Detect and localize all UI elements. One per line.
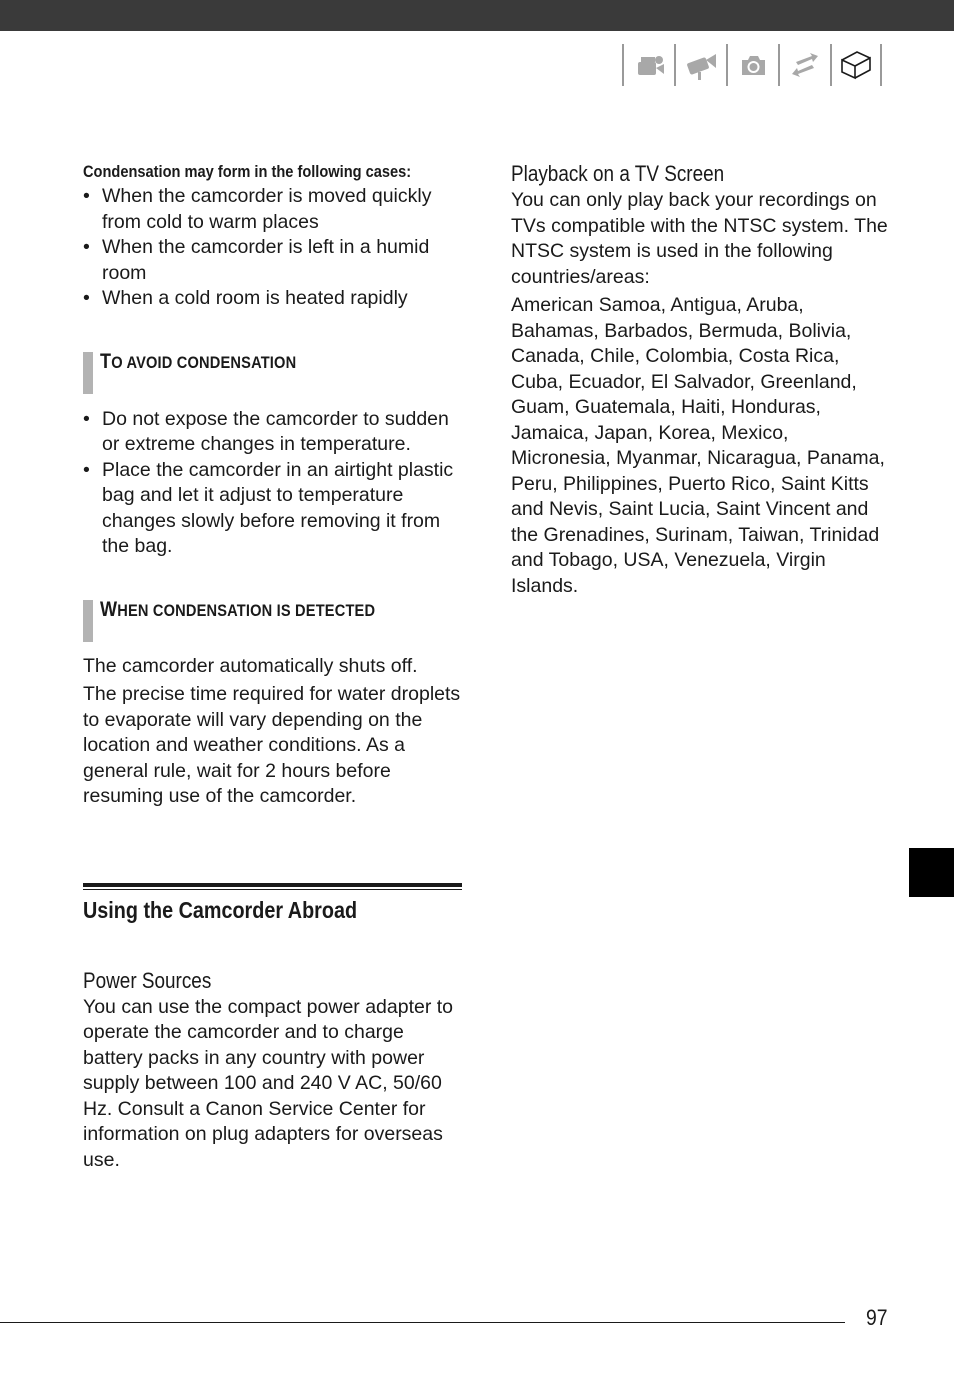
section-icon-strip [622, 44, 882, 86]
heading-rest: O AVOID CONDENSATION [111, 352, 297, 372]
list-item: • Do not expose the camcorder to sudden or extreme changes in temperature. [83, 407, 463, 458]
heading-rest: HEN CONDENSATION IS DETECTED [117, 600, 376, 620]
condensation-detected-heading [83, 597, 463, 642]
tv-playback-text: You can only play back your recordings on TVs compatible with the NTSC system. The NTSC system is used in the following countries/areas: [511, 189, 888, 288]
list-item: • When a cold room is heated rapidly [83, 286, 463, 312]
power-sources-title: Power Sources [83, 967, 212, 993]
section-rule [83, 883, 462, 890]
chapter-tab [909, 848, 954, 897]
avoid-condensation-heading [83, 349, 463, 394]
tv-playback-title: Playback on a TV Screen [511, 161, 725, 186]
ntsc-countries-list: American Samoa, Antigua, Aruba, Bahamas, Barbados, Bermuda, Bolivia, Canada, Chile, Colombia, Costa Rica, Cuba, Ecuador, El Salvador, Greenland, Guam, Guatemala, Haiti, Honduras, Jamaica, Japan, Korea, Mexico, Micronesia, Myanmar, Nicaragua, Panama, Peru, Philippines, Puerto Rico, Saint Kitts and Nevis, Saint Lucia, Saint Vincent and the Grenadines, Surinam, Taiwan, Trinidad and Tobago, USA, Venezuela, Virgin Islands. [511, 294, 885, 597]
video-camera-icon [674, 44, 726, 86]
list-item: • Place the camcorder in an airtight plastic bag and let it adjust to temperature changes slowly before removing it from the bag. [83, 458, 463, 560]
footer-rule [0, 1322, 845, 1323]
condensation-cases-list [83, 184, 463, 312]
right-column [511, 160, 891, 599]
heading-initial: T [100, 349, 112, 373]
transfer-icon [778, 44, 830, 86]
detected-paragraph-2: The precise time required for water droplets to evaporate will vary depending on the location and weather conditions. As a general rule, wait for 2 hours before resuming use of the camcorder. [83, 683, 461, 807]
camera-icon [726, 44, 778, 86]
list-item: • When the camcorder is moved quickly from cold to warm places [83, 184, 463, 235]
heading-marker-bar [83, 352, 93, 394]
camcorder-icon [622, 44, 674, 86]
list-item: • When the camcorder is left in a humid room [83, 235, 463, 286]
abroad-section-title: Using the Camcorder Abroad [83, 896, 358, 923]
page-number: 97 [866, 1305, 888, 1330]
condensation-cases-title: Condensation may form in the following cases: [83, 162, 412, 181]
heading-marker-bar [83, 600, 93, 642]
top-bar [0, 0, 954, 31]
left-column [83, 160, 463, 1173]
detected-paragraph-1: The camcorder automatically shuts off. [83, 654, 418, 677]
avoid-condensation-list [83, 407, 463, 560]
power-sources-text: You can use the compact power adapter to operate the camcorder and to charge battery packs in any country with power supply between 100 and 240 V AC, 50/60 Hz. Consult a Canon Service Center for information on plug adapters for overseas use. [83, 995, 454, 1171]
heading-initial: W [100, 597, 118, 621]
book-icon [830, 44, 882, 86]
